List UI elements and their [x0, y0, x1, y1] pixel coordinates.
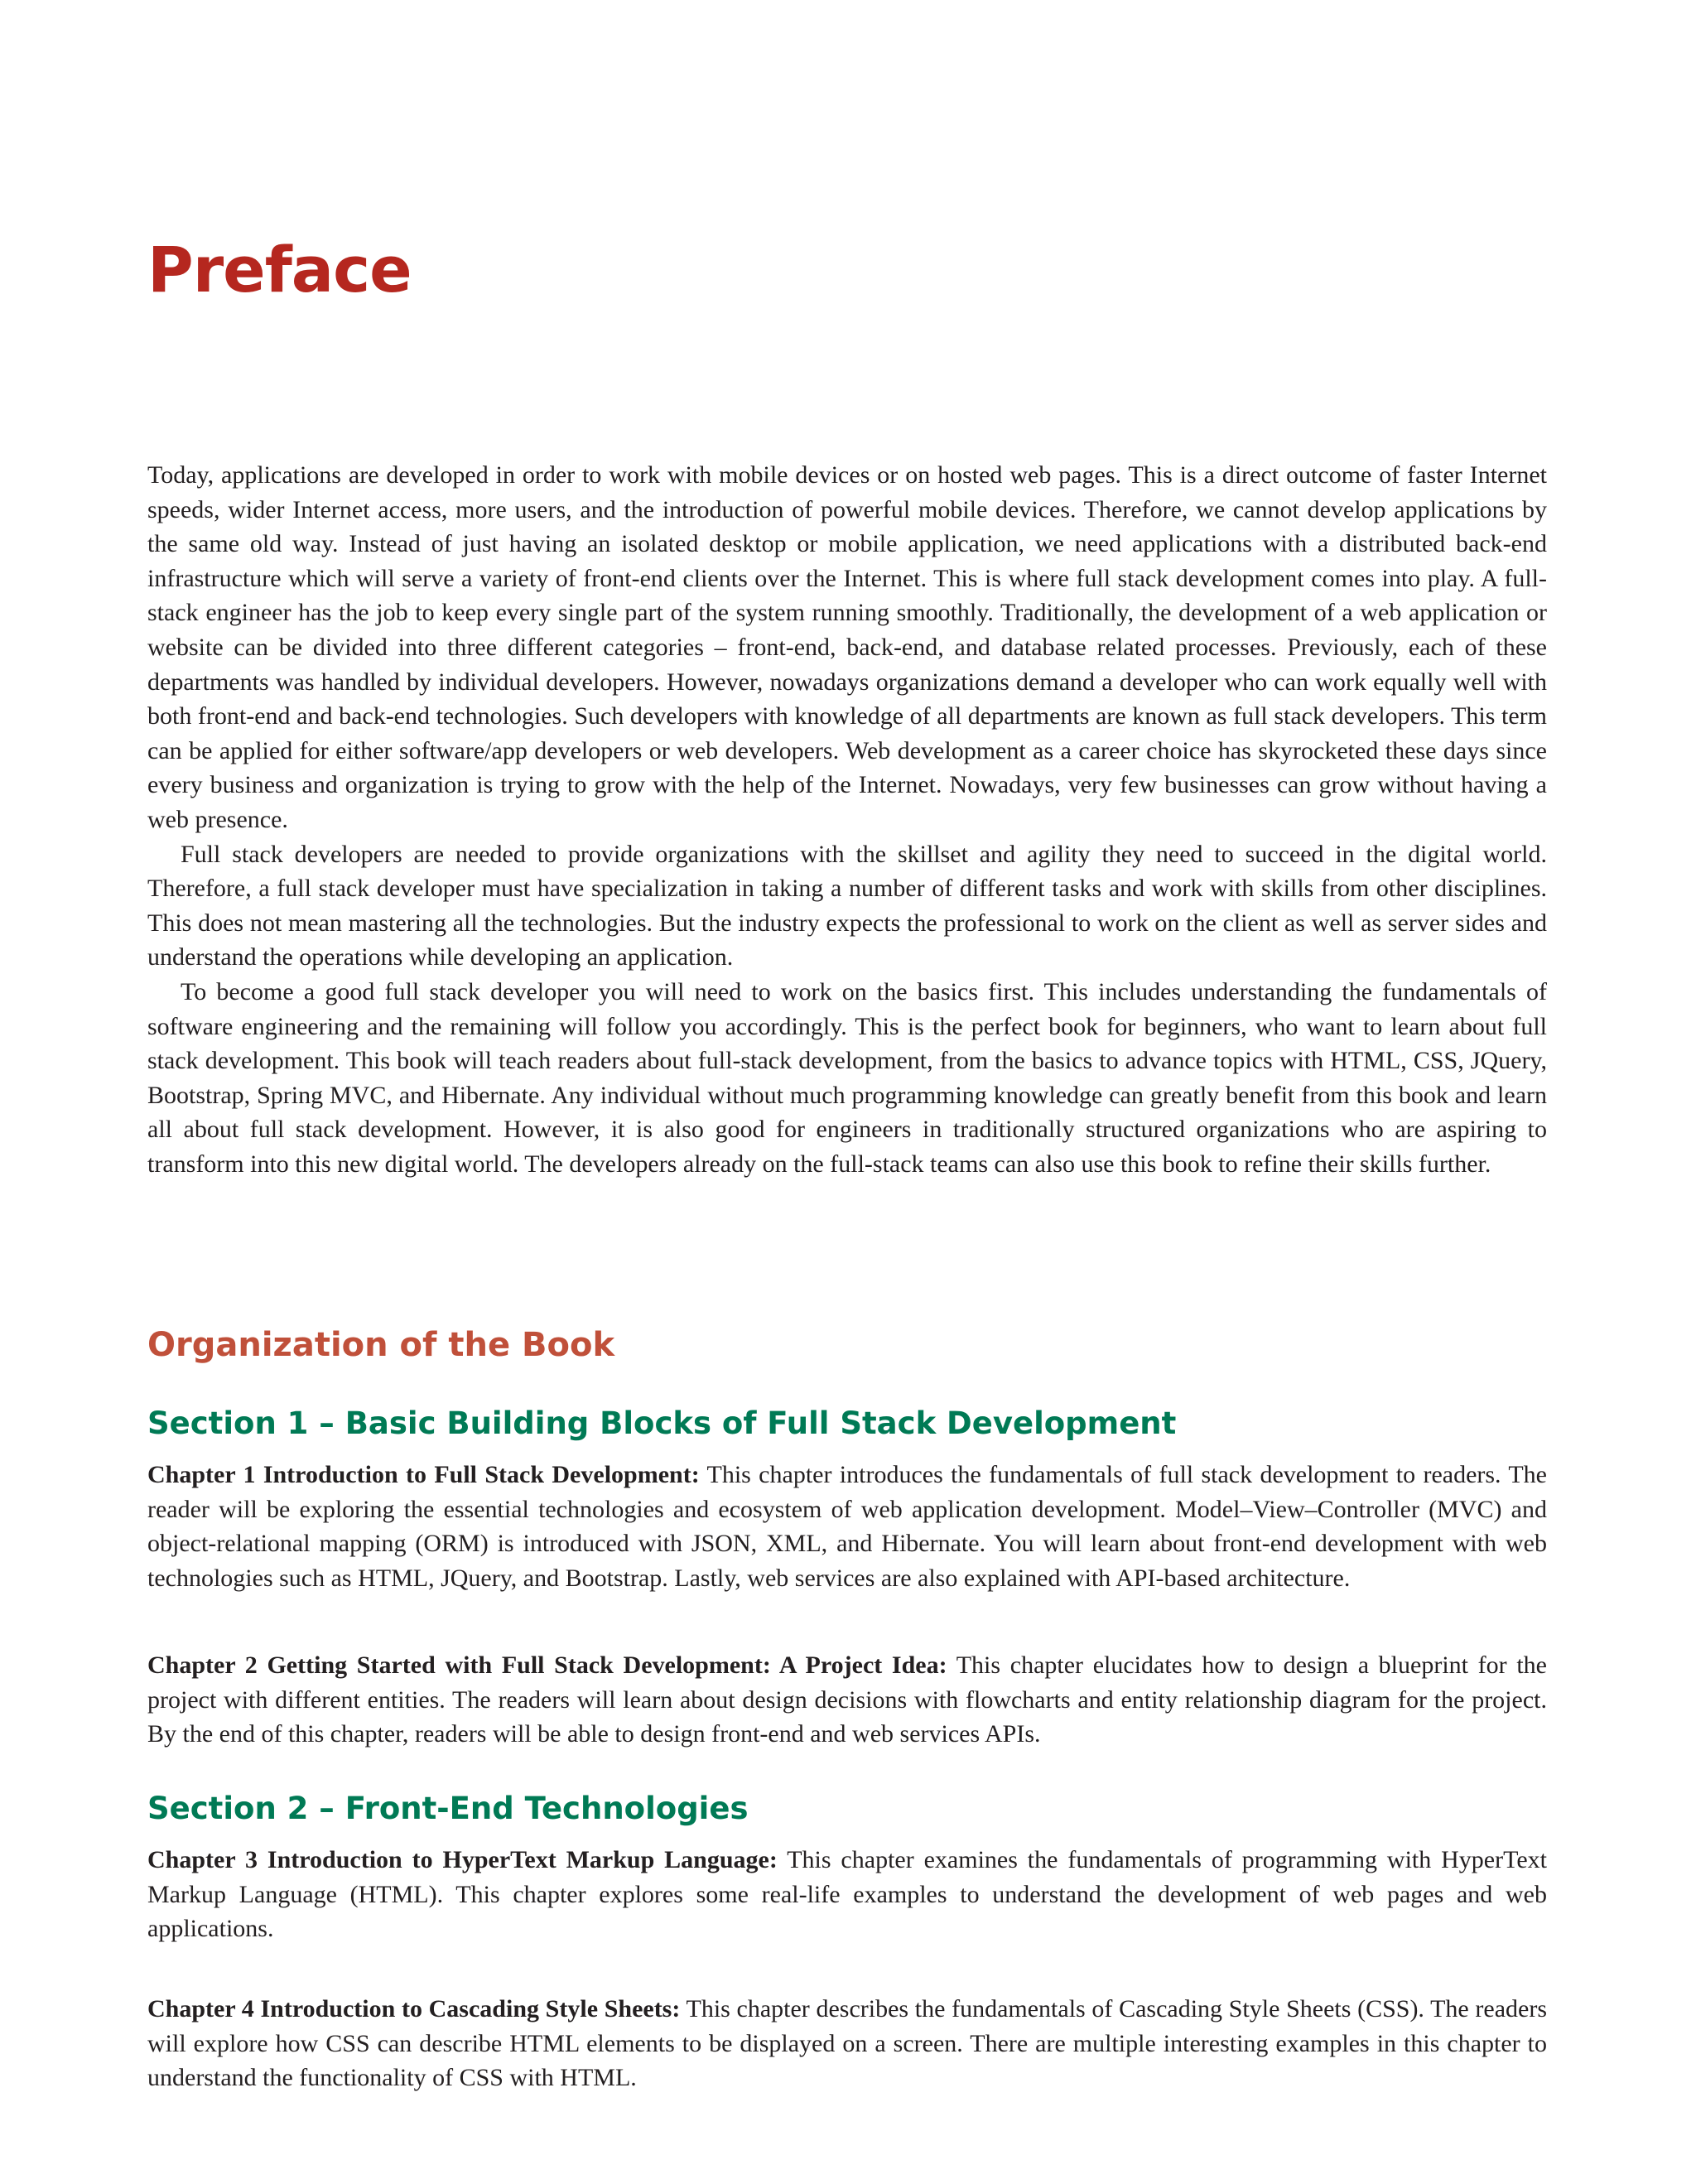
section-heading: Section 1 – Basic Building Blocks of Full Stack Development	[147, 1405, 1177, 1441]
chapter-description: This chapter introduces the fundamentals of full stack development to readers. The reader will be exploring the essential technologies and ecosystem of web application development. Model–View–Controller (MVC) and object-relational mapping (ORM) is introduced with JSON, XML, and Hibernate. You will learn about front-end development with web technologies such as HTML, JQuery, and Bootstrap. Lastly, web services are also explained with API-based architecture.	[147, 1461, 1548, 1592]
chapter-description: This chapter examines the fundamentals of programming with HyperText Markup Language (HTML). This chapter explores some real-life examples to understand the development of web pages and web applications.	[147, 1846, 1547, 1943]
organization-heading: Organization of the Book	[147, 1326, 615, 1364]
preface-paragraph: Full stack developers are needed to provide organizations with the skillset and agility they need to succeed in the digital world. Therefore, a full stack developer must have specialization in taking a number of different tasks and work with skills from other disciplines. This does not mean mastering all the technologies. But the industry expects the professional to work on the client as well as server sides and understand the operations while developing an application.	[147, 840, 1547, 971]
chapter-title: Chapter 2 Getting Started with Full Stack Development: A Project Idea:	[147, 1651, 947, 1679]
chapter-summary	[147, 1648, 1547, 1752]
preface-paragraph: Today, applications are developed in order to work with mobile devices or on hosted web pages. This is a direct outcome of faster Internet speeds, wider Internet access, more users, and the introduction of powerful mobile devices. Therefore, we cannot develop applications by the same old way. Instead of just having an isolated desktop or mobile application, we need applications with a distributed back-end infrastructure which will serve a variety of front-end clients over the Internet. This is where full stack development comes into play. A full-stack engineer has the job to keep every single part of the system running smoothly. Traditionally, the development of a web application or website can be divided into three different categories – front-end, back-end, and database related processes. Previously, each of these departments was handled by individual developers. However, nowadays organizations demand a developer who can work equally well with both front-end and back-end technologies. Such developers with knowledge of all departments are known as full stack developers. This term can be applied for either software/app developers or web developers. Web development as a career choice has skyrocketed these days since every business and organization is trying to grow with the help of the Internet. Nowadays, very few businesses can grow without having a web presence.	[147, 461, 1547, 833]
chapter-title: Chapter 4 Introduction to Cascading Style Sheets:	[147, 1995, 681, 2022]
chapter-summary	[147, 1992, 1547, 2095]
page-title: Preface	[147, 233, 412, 306]
chapter-title: Chapter 1 Introduction to Full Stack Development:	[147, 1461, 700, 1488]
chapter-description: This chapter describes the fundamentals of Cascading Style Sheets (CSS). The readers will explore how CSS can describe HTML elements to be displayed on a screen. There are multiple interesting examples in this chapter to understand the functionality of CSS with HTML.	[147, 1995, 1547, 2092]
chapter-description: This chapter elucidates how to design a blueprint for the project with different entities. The readers will learn about design decisions with flowcharts and entity relationship diagram for the project. By the end of this chapter, readers will be able to design front-end and web services APIs.	[147, 1651, 1547, 1748]
chapter-summary	[147, 1458, 1547, 1595]
preface-body	[147, 458, 1547, 1181]
section-heading: Section 2 – Front-End Technologies	[147, 1791, 749, 1826]
chapter-title: Chapter 3 Introduction to HyperText Markup Language:	[147, 1846, 778, 1873]
preface-paragraph: To become a good full stack developer you will need to work on the basics first. This includes understanding the fundamentals of software engineering and the remaining will follow you accordingly. This is the perfect book for beginners, who want to learn about full stack development. This book will teach readers about full-stack development, from the basics to advance topics with HTML, CSS, JQuery, Bootstrap, Spring MVC, and Hibernate. Any individual without much programming knowledge can greatly benefit from this book and learn all about full stack development. However, it is also good for engineers in traditionally structured organizations who are aspiring to transform into this new digital world. The developers already on the full-stack teams can also use this book to refine their skills further.	[147, 977, 1547, 1178]
chapter-summary	[147, 1843, 1547, 1946]
